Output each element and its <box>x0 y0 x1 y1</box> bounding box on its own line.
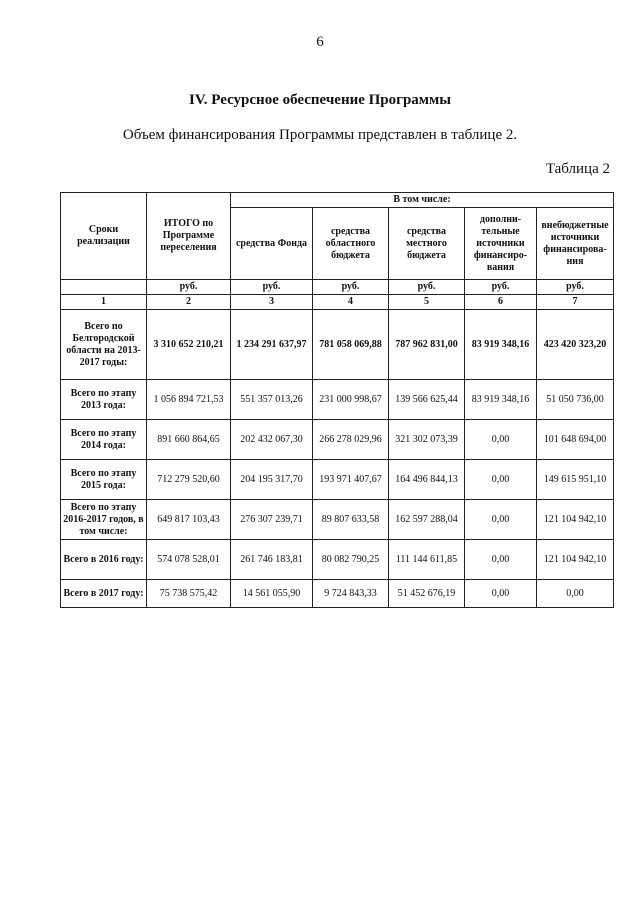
row-value: 1 234 291 637,97 <box>231 310 313 380</box>
table-row <box>61 310 614 380</box>
row-value: 0,00 <box>465 460 537 500</box>
row-label: Всего в 2016 году: <box>61 540 147 580</box>
row-value: 162 597 288,04 <box>389 500 465 540</box>
row-value: 787 962 831,00 <box>389 310 465 380</box>
row-value: 83 919 348,16 <box>465 380 537 420</box>
header-regional: средства областного бюджета <box>313 208 389 280</box>
header-period: Сроки реализации <box>61 193 147 280</box>
row-value: 149 615 951,10 <box>537 460 614 500</box>
row-value: 101 648 694,00 <box>537 420 614 460</box>
table-row <box>61 540 614 580</box>
row-value: 83 919 348,16 <box>465 310 537 380</box>
row-value: 3 310 652 210,21 <box>147 310 231 380</box>
section-title: IV. Ресурсное обеспечение Программы <box>189 92 451 108</box>
row-label: Всего по этапу 2014 года: <box>61 420 147 460</box>
header-total: ИТОГО по Программе переселения <box>147 193 231 280</box>
row-value: 193 971 407,67 <box>313 460 389 500</box>
header-local: средства местного бюджета <box>389 208 465 280</box>
row-value: 574 078 528,01 <box>147 540 231 580</box>
table-row <box>61 420 614 460</box>
row-value: 121 104 942,10 <box>537 500 614 540</box>
header-additional: дополни-тельные источники финансиро-вания <box>465 208 537 280</box>
table-row <box>61 380 614 420</box>
table-row <box>61 580 614 608</box>
col-number: 5 <box>389 295 465 310</box>
row-value: 75 738 575,42 <box>147 580 231 608</box>
row-value: 164 496 844,13 <box>389 460 465 500</box>
unit-cell: руб. <box>231 280 313 295</box>
row-value: 51 452 676,19 <box>389 580 465 608</box>
row-value: 0,00 <box>465 500 537 540</box>
table-caption: Таблица 2 <box>545 161 610 177</box>
row-value: 0,00 <box>465 420 537 460</box>
row-label: Всего по этапу 2015 года: <box>61 460 147 500</box>
row-label: Всего по этапу 2013 года: <box>61 380 147 420</box>
row-value: 14 561 055,90 <box>231 580 313 608</box>
row-value: 649 817 103,43 <box>147 500 231 540</box>
row-value: 276 307 239,71 <box>231 500 313 540</box>
row-value: 51 050 736,00 <box>537 380 614 420</box>
page-number: 6 <box>316 34 324 50</box>
row-value: 1 056 894 721,53 <box>147 380 231 420</box>
unit-empty <box>61 280 147 295</box>
row-value: 89 807 633,58 <box>313 500 389 540</box>
table-row <box>61 500 614 540</box>
unit-cell: руб. <box>313 280 389 295</box>
row-value: 551 357 013,26 <box>231 380 313 420</box>
row-value: 9 724 843,33 <box>313 580 389 608</box>
col-number: 3 <box>231 295 313 310</box>
header-fund: средства Фонда <box>231 208 313 280</box>
unit-cell: руб. <box>147 280 231 295</box>
row-value: 231 000 998,67 <box>313 380 389 420</box>
row-value: 712 279 520,60 <box>147 460 231 500</box>
col-number: 4 <box>313 295 389 310</box>
row-value: 121 104 942,10 <box>537 540 614 580</box>
col-number: 2 <box>147 295 231 310</box>
table-row <box>61 460 614 500</box>
row-value: 0,00 <box>465 580 537 608</box>
row-value: 321 302 073,39 <box>389 420 465 460</box>
header-extrabudget: внебюджетные источники финансирова-ния <box>537 208 614 280</box>
row-value: 139 566 625,44 <box>389 380 465 420</box>
row-value: 111 144 611,85 <box>389 540 465 580</box>
row-value: 891 660 864,65 <box>147 420 231 460</box>
row-label: Всего по этапу 2016-2017 годов, в том числе: <box>61 500 147 540</box>
unit-cell: руб. <box>389 280 465 295</box>
row-value: 423 420 323,20 <box>537 310 614 380</box>
unit-cell: руб. <box>465 280 537 295</box>
col-number: 1 <box>61 295 147 310</box>
row-label: Всего в 2017 году: <box>61 580 147 608</box>
row-value: 0,00 <box>465 540 537 580</box>
col-number: 6 <box>465 295 537 310</box>
row-value: 0,00 <box>537 580 614 608</box>
row-value: 261 746 183,81 <box>231 540 313 580</box>
unit-cell: руб. <box>537 280 614 295</box>
row-label: Всего по Белгородской области на 2013-2017 годы: <box>61 310 147 380</box>
row-value: 80 082 790,25 <box>313 540 389 580</box>
col-number: 7 <box>537 295 614 310</box>
intro-text: Объем финансирования Программы представлен в таблице 2. <box>122 127 518 143</box>
row-value: 266 278 029,96 <box>313 420 389 460</box>
row-value: 781 058 069,88 <box>313 310 389 380</box>
row-value: 202 432 067,30 <box>231 420 313 460</box>
financing-table <box>60 192 614 608</box>
header-group: В том числе: <box>231 193 614 208</box>
row-value: 204 195 317,70 <box>231 460 313 500</box>
